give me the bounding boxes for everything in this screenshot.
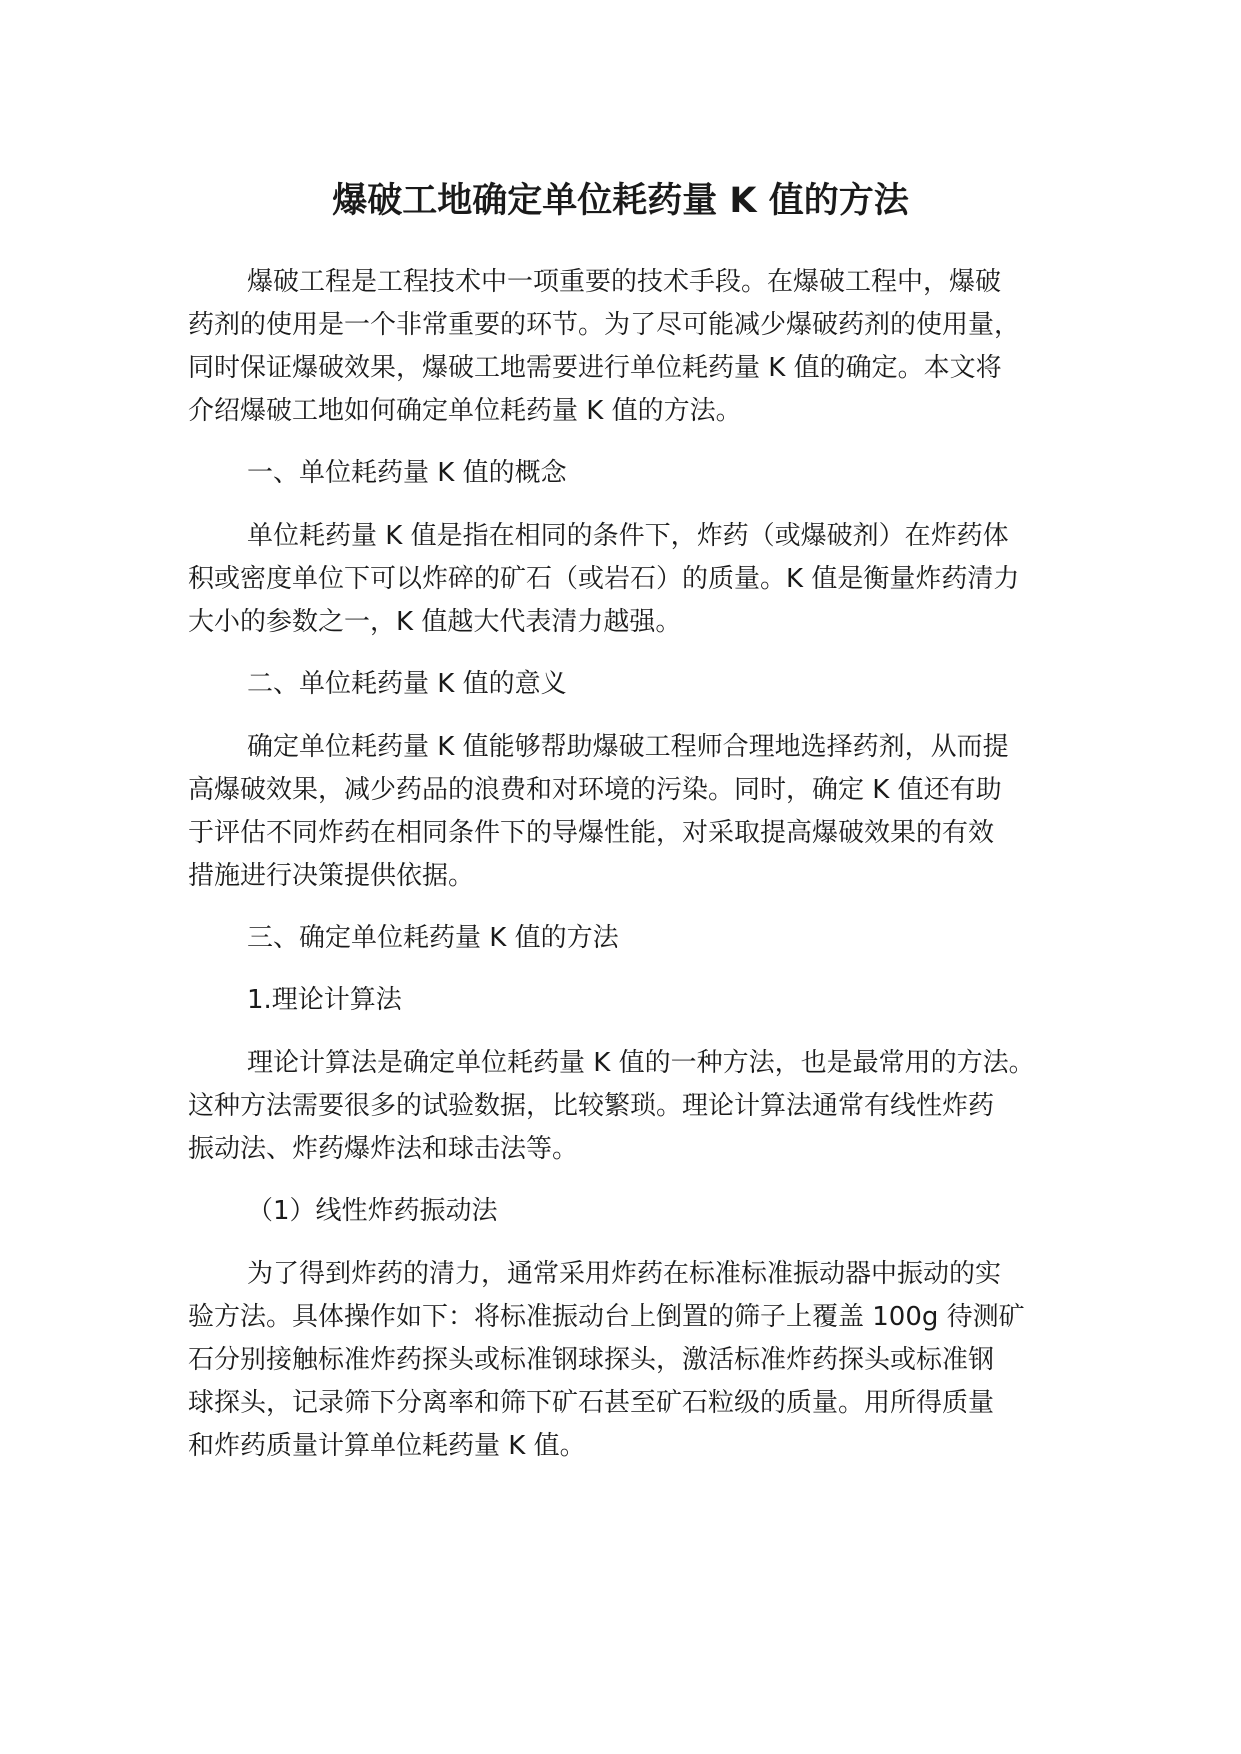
concept-line-1: 单位耗药量 K 值是指在相同的条件下，炸药（或爆破剂）在炸药体 — [247, 521, 1009, 551]
vibration-line-4: 球探头，记录筛下分离率和筛下矿石甚至矿石粒级的质量。用所得质量 — [188, 1388, 995, 1418]
vibration-line-1: 为了得到炸药的清力，通常采用炸药在标准标准振动器中振动的实 — [247, 1259, 1002, 1289]
subheading-theoretical-method: 1.理论计算法 — [247, 985, 402, 1015]
significance-line-2: 高爆破效果，减少药品的浪费和对环境的污染。同时，确定 K 值还有助 — [188, 775, 1002, 805]
significance-line-3: 于评估不同炸药在相同条件下的导爆性能，对采取提高爆破效果的有效 — [188, 818, 995, 848]
theory-line-3: 振动法、炸药爆炸法和球击法等。 — [188, 1134, 579, 1164]
intro-line-3: 同时保证爆破效果，爆破工地需要进行单位耗药量 K 值的确定。本文将 — [188, 353, 1002, 383]
concept-line-2: 积或密度单位下可以炸碎的矿石（或岩石）的质量。K 值是衡量炸药清力 — [188, 564, 1020, 594]
section-heading-concept: 一、单位耗药量 K 值的概念 — [247, 458, 567, 488]
intro-line-2: 药剂的使用是一个非常重要的环节。为了尽可能减少爆破药剂的使用量， — [188, 310, 1021, 340]
vibration-line-5: 和炸药质量计算单位耗药量 K 值。 — [188, 1431, 586, 1461]
significance-line-1: 确定单位耗药量 K 值能够帮助爆破工程师合理地选择药剂，从而提 — [247, 732, 1009, 762]
document-title: 爆破工地确定单位耗药量 K 值的方法 — [332, 181, 909, 221]
section-heading-methods: 三、确定单位耗药量 K 值的方法 — [247, 923, 619, 953]
significance-line-4: 措施进行决策提供依据。 — [188, 861, 475, 891]
intro-line-4: 介绍爆破工地如何确定单位耗药量 K 值的方法。 — [188, 396, 742, 426]
section-heading-significance: 二、单位耗药量 K 值的意义 — [247, 669, 567, 699]
theory-line-2: 这种方法需要很多的试验数据，比较繁琐。理论计算法通常有线性炸药 — [188, 1091, 995, 1121]
vibration-line-3: 石分别接触标准炸药探头或标准钢球探头，激活标准炸药探头或标准钢 — [188, 1345, 995, 1375]
intro-line-1: 爆破工程是工程技术中一项重要的技术手段。在爆破工程中，爆破 — [247, 267, 1002, 297]
concept-line-3: 大小的参数之一，K 值越大代表清力越强。 — [188, 607, 682, 637]
vibration-line-2: 验方法。具体操作如下：将标准振动台上倒置的筛子上覆盖 100g 待测矿 — [188, 1302, 1025, 1332]
subheading-linear-vibration: （1）线性炸药振动法 — [247, 1196, 498, 1226]
theory-line-1: 理论计算法是确定单位耗药量 K 值的一种方法，也是最常用的方法。 — [247, 1048, 1035, 1078]
